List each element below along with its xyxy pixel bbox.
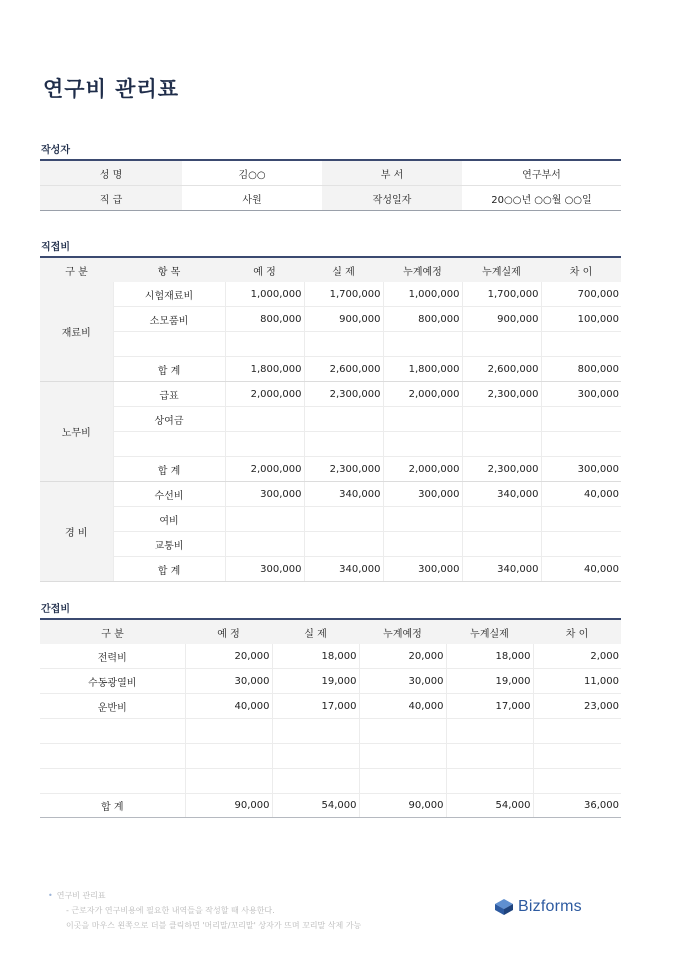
bizforms-logo-icon — [494, 898, 514, 916]
author-row — [40, 186, 621, 211]
value-cell — [462, 332, 541, 357]
value-cell: 2,000,000 — [225, 457, 304, 482]
value-cell — [383, 407, 462, 432]
value-cell: 2,300,000 — [462, 382, 541, 407]
footer-note — [48, 888, 361, 933]
value-cell — [359, 769, 446, 794]
value-cell: 100,000 — [541, 307, 621, 332]
value-cell — [541, 432, 621, 457]
footer-bullet-icon: • — [48, 891, 53, 900]
item-cell: 상여금 — [113, 407, 225, 432]
item-cell — [40, 769, 185, 794]
value-cell — [541, 507, 621, 532]
value-cell — [446, 719, 533, 744]
table-row — [40, 282, 621, 307]
category-cell: 재료비 — [40, 282, 113, 382]
value-cell: 2,000,000 — [383, 382, 462, 407]
value-cell: 1,700,000 — [462, 282, 541, 307]
col-header-category: 구 분 — [40, 257, 113, 282]
item-cell: 합 계 — [113, 357, 225, 382]
brand-name: Bizforms — [518, 898, 582, 915]
col-header-item: 항 목 — [113, 257, 225, 282]
value-date: 20○○년 ○○월 ○○일 — [491, 194, 592, 206]
col-header-planned: 예 정 — [225, 257, 304, 282]
value-name: 김○○ — [182, 160, 322, 186]
value-cell: 800,000 — [225, 307, 304, 332]
col-header-actual: 실 제 — [272, 619, 359, 644]
value-cell: 2,600,000 — [304, 357, 383, 382]
value-cell: 40,000 — [541, 557, 621, 582]
value-cell: 300,000 — [541, 382, 621, 407]
table-row — [40, 307, 621, 332]
value-cell — [533, 769, 621, 794]
label-rank: 직 급 — [40, 186, 182, 211]
value-cell: 300,000 — [541, 457, 621, 482]
total-row — [40, 794, 621, 818]
value-cell: 340,000 — [304, 482, 383, 507]
col-header-difference: 차 이 — [541, 257, 621, 282]
value-cell — [383, 432, 462, 457]
table-row — [40, 357, 621, 382]
value-cell: 2,300,000 — [462, 457, 541, 482]
value-cell: 300,000 — [225, 482, 304, 507]
value-rank: 사원 — [242, 194, 262, 206]
value-cell: 90,000 — [185, 794, 272, 818]
item-cell — [40, 719, 185, 744]
value-cell — [383, 532, 462, 557]
value-cell — [185, 744, 272, 769]
value-cell — [304, 532, 383, 557]
item-cell — [113, 332, 225, 357]
label-name: 성 명 — [40, 160, 182, 186]
value-department: 연구부서 — [462, 160, 621, 186]
value-cell — [359, 719, 446, 744]
value-cell: 18,000 — [446, 644, 533, 669]
item-cell: 교통비 — [113, 532, 225, 557]
item-cell: 합 계 — [113, 457, 225, 482]
item-cell: 여비 — [113, 507, 225, 532]
value-cell — [225, 332, 304, 357]
value-cell — [446, 769, 533, 794]
value-cell: 900,000 — [304, 307, 383, 332]
table-row — [40, 507, 621, 532]
value-cell: 300,000 — [225, 557, 304, 582]
value-cell: 900,000 — [462, 307, 541, 332]
value-cell: 23,000 — [533, 694, 621, 719]
direct-cost-table — [40, 256, 621, 582]
value-cell: 1,800,000 — [383, 357, 462, 382]
table-row — [40, 644, 621, 669]
value-cell: 340,000 — [462, 557, 541, 582]
value-cell: 17,000 — [446, 694, 533, 719]
item-cell: 시험재료비 — [113, 282, 225, 307]
label-date: 작성일자 — [322, 186, 462, 211]
col-header-cum-actual: 누계실제 — [446, 619, 533, 644]
table-row — [40, 532, 621, 557]
value-cell — [225, 407, 304, 432]
value-cell — [304, 332, 383, 357]
indirect-header-row — [40, 619, 621, 644]
col-header-actual: 실 제 — [304, 257, 383, 282]
col-header-category: 구 분 — [40, 619, 185, 644]
table-row — [40, 457, 621, 482]
author-row — [40, 160, 621, 186]
value-cell — [541, 332, 621, 357]
value-cell — [359, 744, 446, 769]
value-cell — [541, 532, 621, 557]
table-row — [40, 382, 621, 407]
item-cell: 합 계 — [40, 794, 185, 818]
value-cell: 19,000 — [446, 669, 533, 694]
footer-title: 연구비 관리표 — [56, 891, 106, 900]
item-cell: 소모품비 — [113, 307, 225, 332]
value-cell: 11,000 — [533, 669, 621, 694]
value-cell: 1,800,000 — [225, 357, 304, 382]
table-row — [40, 769, 621, 794]
value-cell: 54,000 — [446, 794, 533, 818]
value-cell — [462, 407, 541, 432]
value-cell: 1,000,000 — [225, 282, 304, 307]
table-row — [40, 432, 621, 457]
table-row — [40, 694, 621, 719]
value-cell: 40,000 — [185, 694, 272, 719]
value-cell — [185, 719, 272, 744]
author-section-heading: 작성자 — [41, 145, 70, 156]
value-cell — [272, 769, 359, 794]
page-title: 연구비 관리표 — [43, 77, 180, 101]
value-cell: 20,000 — [359, 644, 446, 669]
item-cell: 운반비 — [40, 694, 185, 719]
item-cell: 수선비 — [113, 482, 225, 507]
footer-line: - 근로자가 연구비용에 필요한 내역들을 작성할 때 사용한다. — [66, 906, 275, 915]
item-cell: 전력비 — [40, 644, 185, 669]
value-cell — [272, 744, 359, 769]
table-row — [40, 482, 621, 507]
value-cell: 1,000,000 — [383, 282, 462, 307]
value-cell: 40,000 — [541, 482, 621, 507]
label-department: 부 서 — [322, 160, 462, 186]
table-row — [40, 719, 621, 744]
brand-logo — [494, 898, 582, 916]
value-cell: 90,000 — [359, 794, 446, 818]
value-cell — [272, 719, 359, 744]
col-header-cum-planned: 누계예정 — [383, 257, 462, 282]
direct-cost-heading: 직접비 — [41, 242, 70, 253]
value-cell — [304, 507, 383, 532]
value-cell — [225, 532, 304, 557]
value-cell — [462, 432, 541, 457]
table-row — [40, 557, 621, 582]
table-row — [40, 332, 621, 357]
col-header-difference: 차 이 — [533, 619, 621, 644]
col-header-planned: 예 정 — [185, 619, 272, 644]
value-cell: 30,000 — [359, 669, 446, 694]
value-cell: 340,000 — [304, 557, 383, 582]
item-cell: 급표 — [113, 382, 225, 407]
value-cell: 17,000 — [272, 694, 359, 719]
author-table — [40, 159, 621, 211]
value-cell — [533, 744, 621, 769]
value-cell: 2,300,000 — [304, 457, 383, 482]
value-cell: 800,000 — [541, 357, 621, 382]
item-cell — [40, 744, 185, 769]
value-cell: 800,000 — [383, 307, 462, 332]
value-cell — [304, 432, 383, 457]
value-cell: 2,000 — [533, 644, 621, 669]
col-header-cum-planned: 누계예정 — [359, 619, 446, 644]
indirect-cost-heading: 간접비 — [41, 604, 70, 615]
table-row — [40, 744, 621, 769]
value-cell: 2,600,000 — [462, 357, 541, 382]
footer-line: 이곳을 마우스 왼쪽으로 더블 클릭하면 '머리말/꼬리말' 상자가 뜨며 꼬리말 삭제 가능 — [66, 921, 362, 930]
value-cell: 300,000 — [383, 557, 462, 582]
table-row — [40, 669, 621, 694]
value-cell — [383, 332, 462, 357]
value-cell — [304, 407, 383, 432]
value-cell — [462, 532, 541, 557]
value-cell: 36,000 — [533, 794, 621, 818]
value-cell: 1,700,000 — [304, 282, 383, 307]
value-cell — [462, 507, 541, 532]
value-cell — [225, 507, 304, 532]
indirect-cost-table — [40, 618, 621, 818]
col-header-cum-actual: 누계실제 — [462, 257, 541, 282]
value-cell — [185, 769, 272, 794]
item-cell: 합 계 — [113, 557, 225, 582]
direct-header-row — [40, 257, 621, 282]
value-cell — [383, 507, 462, 532]
value-cell: 40,000 — [359, 694, 446, 719]
value-cell: 30,000 — [185, 669, 272, 694]
value-cell: 340,000 — [462, 482, 541, 507]
value-cell — [541, 407, 621, 432]
item-cell: 수동광열비 — [40, 669, 185, 694]
value-cell: 700,000 — [541, 282, 621, 307]
value-cell: 2,300,000 — [304, 382, 383, 407]
value-cell: 300,000 — [383, 482, 462, 507]
value-cell — [225, 432, 304, 457]
value-cell: 19,000 — [272, 669, 359, 694]
value-cell: 2,000,000 — [383, 457, 462, 482]
value-cell: 54,000 — [272, 794, 359, 818]
value-cell: 2,000,000 — [225, 382, 304, 407]
table-row — [40, 407, 621, 432]
value-cell: 20,000 — [185, 644, 272, 669]
value-cell — [533, 719, 621, 744]
value-cell — [446, 744, 533, 769]
value-cell: 18,000 — [272, 644, 359, 669]
category-cell: 노무비 — [40, 382, 113, 482]
category-cell: 경 비 — [40, 482, 113, 582]
item-cell — [113, 432, 225, 457]
